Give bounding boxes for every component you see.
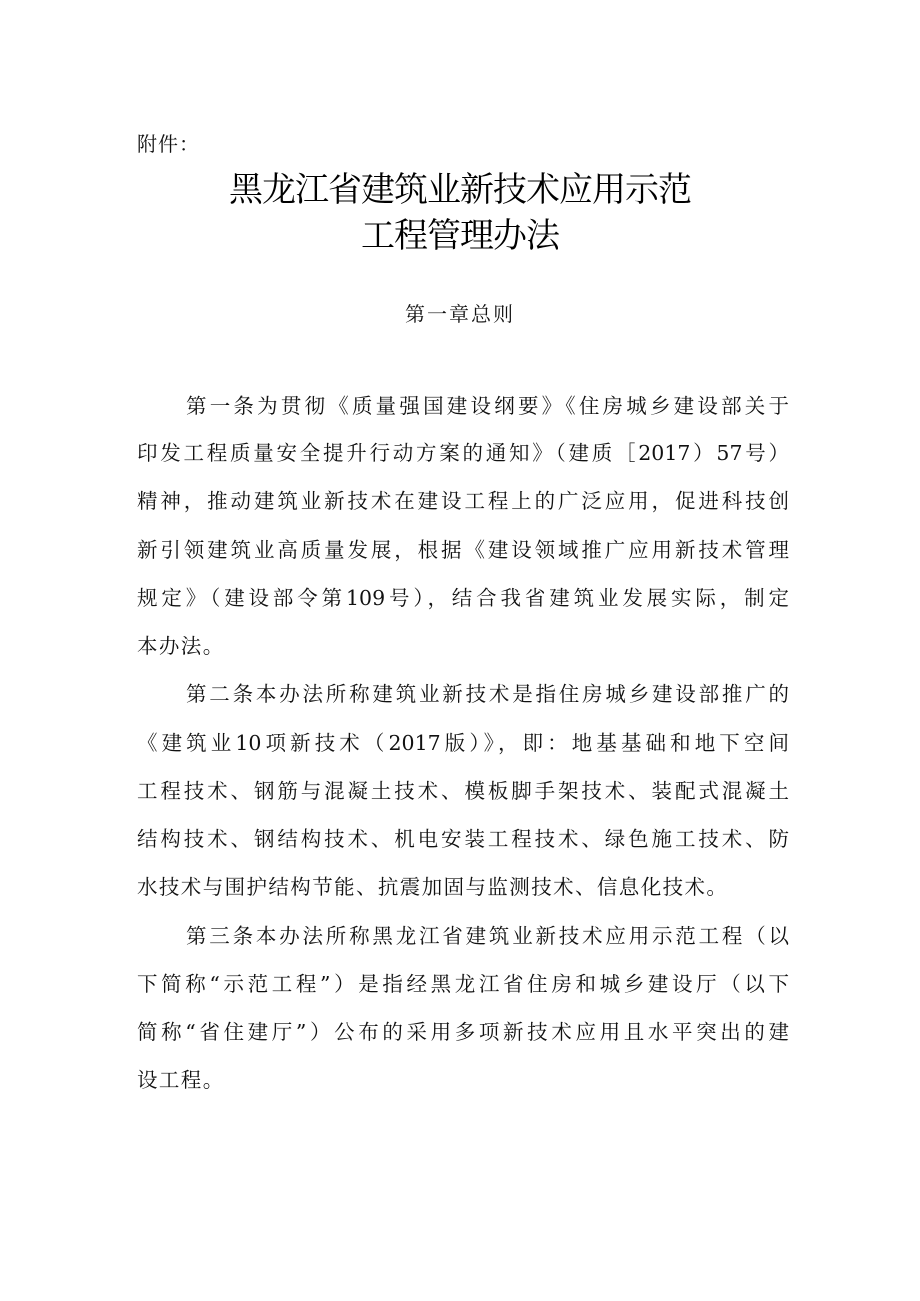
article-1-line: 规定》（建设部令第109号），结合我省建筑业发展实际，制定 [137, 586, 789, 610]
article-3-line: 第三条本办法所称黑龙江省建筑业新技术应用示范工程（以 [186, 924, 789, 948]
article-2-line: 工程技术、钢筋与混凝土技术、模板脚手架技术、装配式混凝土 [137, 779, 789, 803]
article-1-line: 本办法。 [137, 634, 225, 658]
article-1-line: 新引领建筑业高质量发展，根据《建设领域推广应用新技术管理 [137, 538, 789, 562]
article-3-line: 下简称“示范工程”）是指经黑龙江省住房和城乡建设厅（以下 [137, 972, 789, 996]
document-title-line-2: 工程管理办法 [361, 216, 559, 256]
article-1-line: 精神，推动建筑业新技术在建设工程上的广泛应用，促进科技创 [137, 489, 789, 513]
article-2-line: 水技术与围护结构节能、抗震加固与监测技术、信息化技术。 [137, 875, 729, 899]
article-2-line: 结构技术、钢结构技术、机电安装工程技术、绿色施工技术、防 [137, 827, 789, 851]
attachment-label: 附件： [137, 132, 200, 156]
article-3-line: 设工程。 [137, 1068, 225, 1092]
article-2-line: 第二条本办法所称建筑业新技术是指住房城乡建设部推广的 [186, 682, 789, 706]
article-1-line: 印发工程质量安全提升行动方案的通知》（建质［2017）57号） [137, 441, 789, 465]
chapter-heading: 第一章总则 [405, 302, 515, 326]
document-title-line-1: 黑龙江省建筑业新技术应用示范 [229, 170, 691, 210]
article-3-line: 简称“省住建厅”）公布的采用多项新技术应用且水平突出的建 [137, 1020, 789, 1044]
article-1-line: 第一条为贯彻《质量强国建设纲要》《住房城乡建设部关于 [186, 394, 789, 418]
article-2-line: 《建筑业10项新技术（2017版）》，即：地基基础和地下空间 [137, 731, 789, 755]
